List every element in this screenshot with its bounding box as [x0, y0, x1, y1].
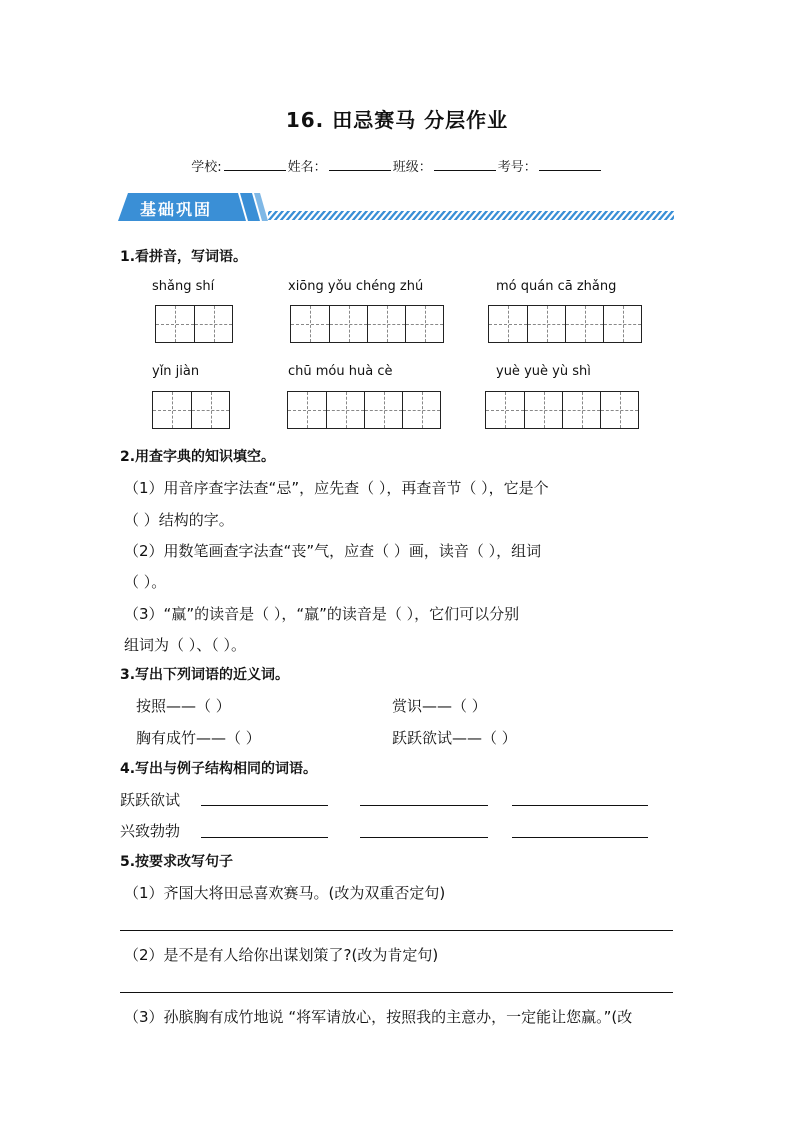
char-cell[interactable] [288, 392, 326, 428]
char-cell[interactable] [562, 392, 600, 428]
q5-item: （3）孙膑胸有成竹地说 “将军请放心，按照我的主意办，一定能让您赢。”(改 [124, 1008, 633, 1026]
q2-line-1: （1）用音序查字法查“忌”，应先查（ ），再查音节（ ），它是个 [124, 479, 549, 497]
school-blank[interactable] [224, 158, 286, 171]
q2-heading: 2.用查字典的知识填空。 [120, 449, 276, 465]
char-cell[interactable] [291, 306, 329, 342]
student-info [0, 156, 794, 175]
char-cell[interactable] [603, 306, 641, 342]
answer-line[interactable] [512, 804, 648, 806]
char-cell[interactable] [405, 306, 443, 342]
char-cell[interactable] [194, 306, 232, 342]
q1-pinyin-5: chū móu huà cè [288, 364, 393, 379]
char-grid[interactable] [488, 305, 642, 343]
q3-item: 赏识——（ ） [392, 697, 487, 715]
page-title: 16. 田忌赛马 分层作业 [285, 108, 509, 132]
answer-line[interactable] [512, 836, 648, 838]
answer-line[interactable] [120, 991, 673, 993]
exam-no-label: 考号： [497, 160, 537, 175]
char-cell[interactable] [565, 306, 603, 342]
char-cell[interactable] [402, 392, 440, 428]
school-label: 学校: [191, 160, 222, 175]
q4-example: 兴致勃勃 [120, 822, 181, 840]
char-cell[interactable] [191, 392, 229, 428]
char-cell[interactable] [489, 306, 527, 342]
q2-line-4: （ ）。 [124, 573, 167, 591]
q3-item: 胸有成竹——（ ） [136, 729, 261, 747]
char-grid[interactable] [287, 391, 441, 429]
name-label: 姓名： [287, 160, 327, 175]
char-grid[interactable] [290, 305, 444, 343]
q4-example: 跃跃欲试 [120, 791, 181, 809]
char-cell[interactable] [156, 306, 194, 342]
q5-item: （2）是不是有人给你出谋划策了?(改为肯定句) [124, 946, 439, 964]
char-cell[interactable] [486, 392, 524, 428]
answer-line[interactable] [360, 804, 488, 806]
q1-pinyin-6: yuè yuè yù shì [496, 364, 591, 379]
q2-line-6: 组词为（ ）、（ ）。 [124, 636, 247, 654]
q2-line-3: （2）用数笔画查字法查“丧”气，应查（ ）画，读音（ ），组词 [124, 542, 542, 560]
answer-line[interactable] [201, 804, 328, 806]
q1-pinyin-3: mó quán cā zhǎng [496, 279, 617, 294]
char-cell[interactable] [600, 392, 638, 428]
q3-item: 按照——（ ） [136, 697, 231, 715]
q3-item: 跃跃欲试——（ ） [392, 729, 517, 747]
answer-line[interactable] [360, 836, 488, 838]
answer-line[interactable] [201, 836, 328, 838]
q3-heading: 3.写出下列词语的近义词。 [120, 667, 290, 683]
char-grid[interactable] [485, 391, 639, 429]
q5-item: （1）齐国大将田忌喜欢赛马。(改为双重否定句) [124, 884, 446, 902]
name-blank[interactable] [329, 158, 391, 171]
char-cell[interactable] [364, 392, 402, 428]
q5-heading: 5.按要求改写句子 [120, 854, 234, 870]
answer-line[interactable] [120, 929, 673, 931]
q1-pinyin-2: xiōng yǒu chéng zhú [288, 279, 424, 294]
class-label: 班级： [392, 160, 432, 175]
q4-heading: 4.写出与例子结构相同的词语。 [120, 761, 318, 777]
q1-pinyin-1: shǎng shí [152, 279, 215, 294]
char-cell[interactable] [326, 392, 364, 428]
char-grid[interactable] [155, 305, 233, 343]
char-cell[interactable] [524, 392, 562, 428]
char-cell[interactable] [367, 306, 405, 342]
char-cell[interactable] [527, 306, 565, 342]
section-banner-label: 基础巩固 [140, 200, 213, 219]
char-cell[interactable] [153, 392, 191, 428]
q1-heading: 1.看拼音，写词语。 [120, 249, 248, 265]
q2-line-2: （ ）结构的字。 [124, 511, 234, 529]
q1-pinyin-4: yǐn jiàn [152, 364, 200, 379]
exam-no-blank[interactable] [539, 158, 601, 171]
char-grid[interactable] [152, 391, 230, 429]
char-cell[interactable] [329, 306, 367, 342]
q2-line-5: （3）“赢”的读音是（ ），“羸”的读音是（ ），它们可以分别 [124, 605, 520, 623]
class-blank[interactable] [434, 158, 496, 171]
